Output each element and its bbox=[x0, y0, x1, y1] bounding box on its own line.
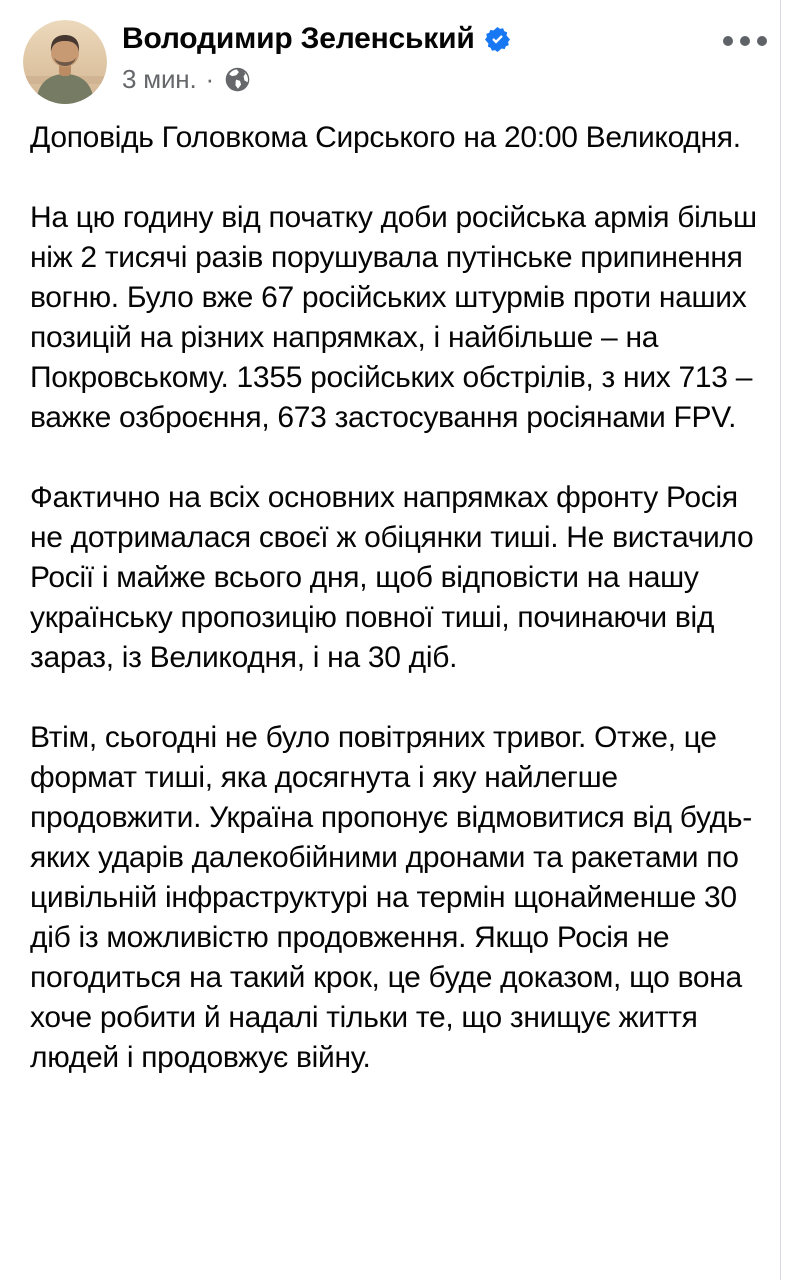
post-paragraph: Фактично на всіх основних напрямках фронту Росія не дотрималася своєї ж обіцянки тиші. Не вистачило Росії і майже всього дня, щоб відповісти на нашу українську пропозицію повної тиші, починаючи від зараз, із Великодня, і на 30 діб. bbox=[30, 481, 754, 674]
card-right-border bbox=[780, 0, 781, 1280]
meta-separator: · bbox=[205, 64, 214, 94]
avatar[interactable] bbox=[23, 20, 107, 104]
three-dots-icon bbox=[757, 36, 767, 46]
profile-photo bbox=[23, 20, 107, 104]
author-name-row bbox=[122, 22, 717, 56]
post-header bbox=[0, 0, 793, 104]
timestamp[interactable]: 3 мин. bbox=[122, 64, 197, 94]
author-name[interactable]: Володимир Зеленський bbox=[122, 22, 475, 55]
post-paragraph: Доповідь Головкома Сирського на 20:00 Великодня. bbox=[30, 121, 741, 154]
header-meta bbox=[122, 20, 717, 95]
globe-public-icon bbox=[224, 66, 251, 93]
three-dots-icon bbox=[723, 36, 733, 46]
post-meta-row bbox=[122, 64, 717, 95]
post-paragraph: На цю годину від початку доби російська армія більш ніж 2 тисячі разів порушувала путінське припинення вогню. Було вже 67 російських штурмів проти наших позицій на різних напрямках, і найбільше – на Покровському. 1355 російських обстрілів, з них 713 – важке озброєння, 673 застосування росіянами FPV. bbox=[30, 201, 757, 434]
post-text bbox=[0, 118, 793, 1078]
three-dots-icon bbox=[740, 36, 750, 46]
post-paragraph: Втім, сьогодні не було повітряних тривог. Отже, це формат тиші, яка досягнута і яку найлегше продовжити. Україна пропонує відмовитися від будь-яких ударів далекобійними дронами та ракетами по цивільній інфраструктурі на термін щонайменше 30 діб із можливістю продовження. Якщо Росія не погодиться на такий крок, це буде доказом, що вона хоче робити й надалі тільки те, що знищує життя людей і продовжує війну. bbox=[30, 721, 752, 1074]
more-options-button[interactable] bbox=[717, 22, 773, 60]
verified-badge-icon bbox=[485, 27, 510, 52]
